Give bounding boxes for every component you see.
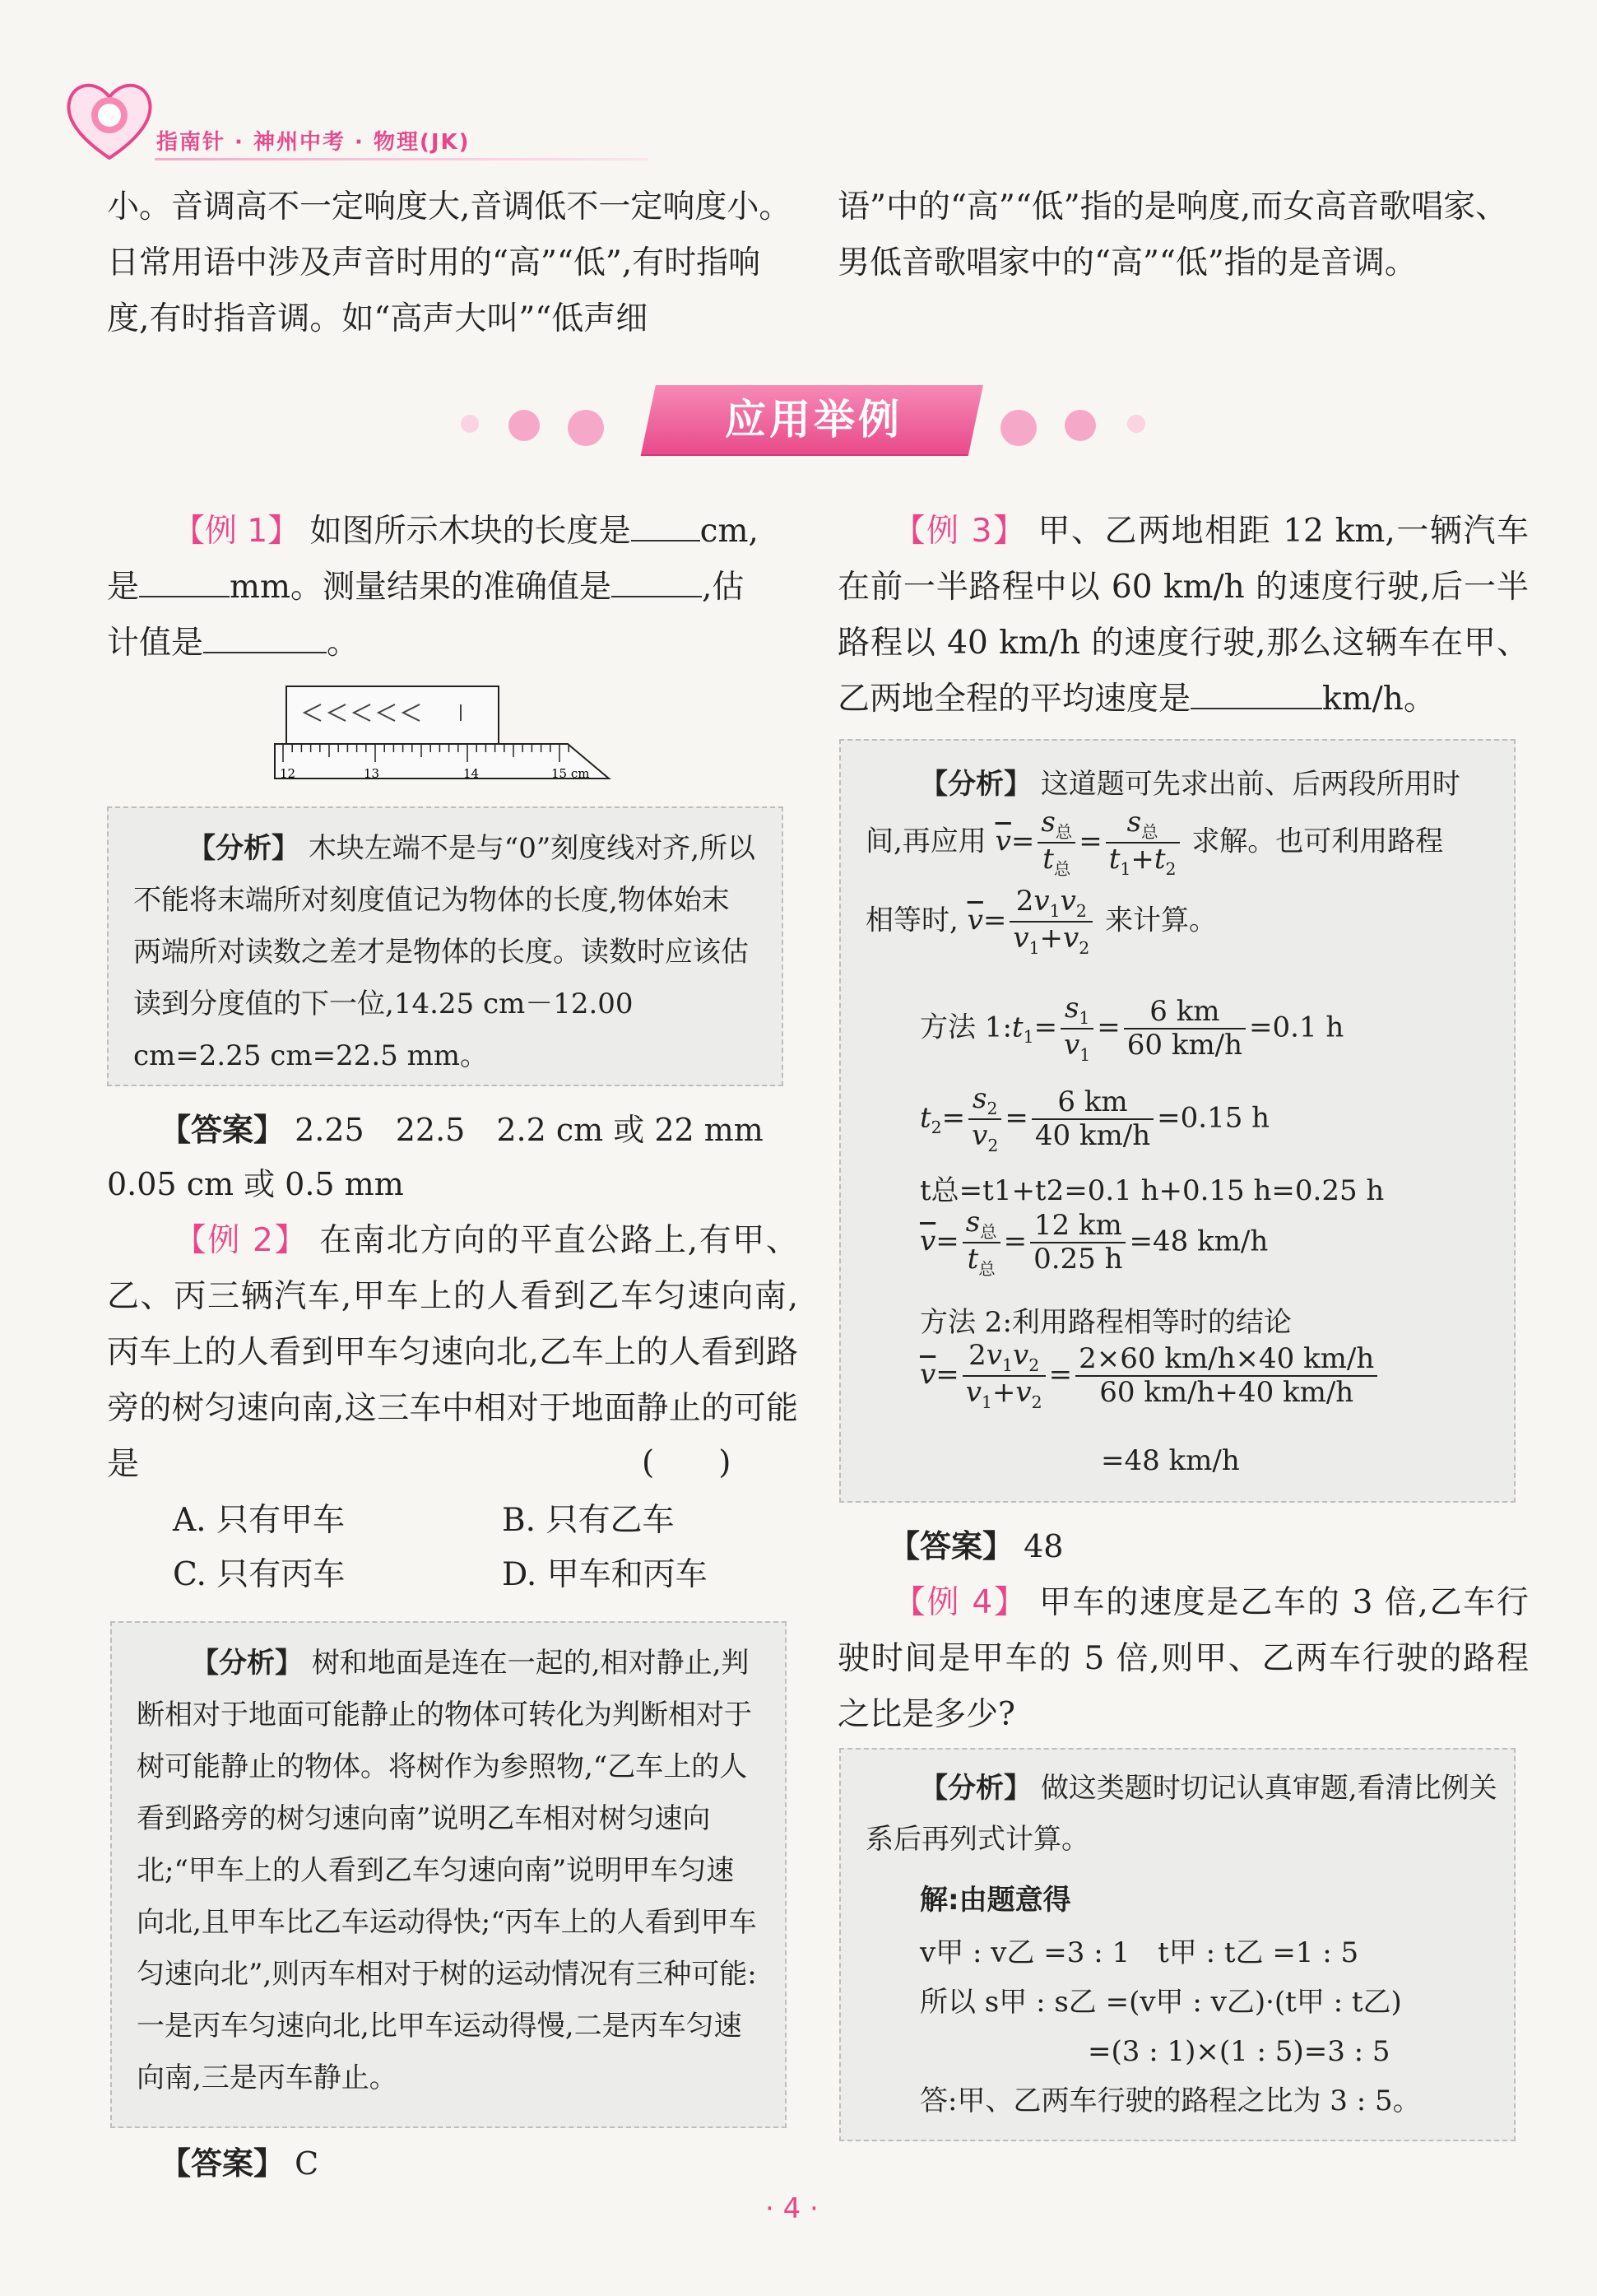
banner-dot-icon <box>508 410 540 441</box>
answer-label: 【答案】 <box>889 1528 1014 1564</box>
ex1-text: 计值是 <box>107 625 204 662</box>
fraction-denominator: 60 km/h+40 km/h <box>1099 1376 1354 1410</box>
intro-right-column <box>838 179 1529 291</box>
answer-blank[interactable] <box>611 563 702 597</box>
answer-blank[interactable] <box>139 563 230 597</box>
example-1-analysis-box <box>107 806 783 1086</box>
method-1-total-time: t总=t1+t2=0.1 h+0.15 h=0.25 h <box>920 1174 1385 1207</box>
fraction-numerator: 6 km <box>1124 996 1246 1029</box>
question-text: 甲车的速度是乙车的 3 倍,乙车行驶时间是甲车的 5 倍,则甲、乙两车行驶的路程之比是多少? <box>838 1584 1529 1733</box>
example-2-answer <box>107 2136 798 2191</box>
answer-label: 【答案】 <box>160 2145 286 2182</box>
solution-label: 解:由题意得 <box>920 1884 1071 1917</box>
page-number: · 4 · <box>765 2192 819 2225</box>
analysis-text: 间,再应用 <box>866 825 987 858</box>
example-3-label: 【例 3】 <box>892 513 1027 550</box>
logo-heart-icon <box>64 76 155 165</box>
question-text: 甲、乙两地相距 12 km,一辆汽车在前一半路程中以 60 km/h 的速度行驶,后一半路程以 40 km/h 的速度行驶,那么这辆车在甲、乙两地全程的平均速度是 <box>838 513 1529 718</box>
option-a[interactable]: A. 只有甲车 <box>173 1502 345 1539</box>
page-header <box>64 76 1562 174</box>
intro-left-column <box>107 179 798 347</box>
option-b[interactable]: B. 只有乙车 <box>502 1502 675 1539</box>
choice-bracket[interactable]: ( ) <box>642 1444 731 1481</box>
example-3-answer <box>889 1519 1514 1573</box>
header-title: 指南针 · 神州中考 · 物理(JK) <box>156 130 471 155</box>
example-4-analysis-box <box>839 1748 1516 2141</box>
banner-dot-icon <box>1000 410 1037 446</box>
example-4-label: 【例 4】 <box>892 1584 1028 1621</box>
result-text: =0.1 h <box>1249 1011 1344 1044</box>
ruler-tick-label: 12 <box>280 766 296 781</box>
example-1-label: 【例 1】 <box>173 513 300 550</box>
fraction-numerator: 2×60 km/h×40 km/h <box>1075 1343 1377 1377</box>
section-title: 应用举例 <box>725 396 903 444</box>
ex1-text: 如图所示木块的长度是 <box>309 513 631 550</box>
answer-blank[interactable] <box>203 619 327 653</box>
example-4-question <box>838 1575 1529 1743</box>
fraction-denominator: 0.25 h <box>1033 1243 1123 1276</box>
example-3-question <box>838 504 1529 727</box>
answer-label: 【答案】 <box>160 1112 286 1148</box>
answer-text: 2.25 22.5 2.2 cm 或 22 mm <box>295 1112 764 1148</box>
analysis-label: 【分析】 <box>188 832 299 865</box>
section-banner <box>0 379 1597 469</box>
analysis-label: 【分析】 <box>920 768 1032 801</box>
analysis-text: 来计算。 <box>1105 904 1218 937</box>
method-2-result: =48 km/h <box>1101 1444 1240 1477</box>
method-2-label: 方法 2:利用路程相等时的结论 <box>920 1306 1292 1339</box>
analysis-text: 相等时, <box>866 904 959 937</box>
solution-conclusion: 答:甲、乙两车行驶的路程之比为 3 : 5。 <box>920 2085 1421 2117</box>
answer-text: 0.05 cm 或 0.5 mm <box>107 1166 404 1202</box>
formula-equal-distance: 相等时, $\overline{v}=$ $\frac{2v_1v_2}{v_1+v_2}$ 来计算。 <box>866 885 1218 959</box>
solution-line: =(3 : 1)×(1 : 5)=3 : 5 <box>1088 2035 1390 2068</box>
method-1-average-speed: $\overline{v}=$ $\frac{s_总}{t_总}$ = $\frac{12 km}{0.25 h}$ =48 km/h <box>920 1206 1269 1280</box>
fraction-denominator: 40 km/h <box>1034 1119 1151 1153</box>
intro-left-text: 小。音调高不一定响度大,音调低不一定响度小。日常用语中涉及声音时用的“高”“低”,有时指响度,有时指音调。如“高声大叫”“低声细 <box>107 188 792 337</box>
analysis-text: 做这类题时切记认真审题,看清比例关系后再列式计算。 <box>866 1772 1497 1856</box>
answer-blank[interactable] <box>1191 675 1322 709</box>
example-2-label: 【例 2】 <box>173 1222 309 1259</box>
ex1-text: 是 <box>107 569 140 606</box>
analysis-text: 树和地面是连在一起的,相对静止,判断相对于地面可能静止的物体可转化为判断相对于树可能静止的物体。将树作为参照物,“乙车上的人看到路旁的树匀速向南”说明乙车相对树匀速向北;“甲车上的人看到乙车匀速向南”说明甲车匀速向北,且甲车比乙车运动得快;“丙车上的人看到甲车匀速向北”,则丙车相对于树的运动情况有三种可能:一是丙车匀速向北,比甲车运动得慢,二是丙车匀速向南,三是丙车静止。 <box>137 1647 757 2094</box>
solution-line: 所以 s甲 : s乙 =(v甲 : v乙)·(t甲 : t乙) <box>920 1986 1402 2019</box>
example-3-analysis-box <box>839 739 1516 1503</box>
method-1-t1: 方法 $1:t_1=$ $\frac{s_1}{v_1}$ = $\frac{6 km}{60 km/h}$ =0.1 h <box>920 992 1344 1066</box>
ex1-text: ,估 <box>701 569 745 606</box>
analysis-text: 木块左端不是与“0”刻度线对齐,所以不能将末端所对刻度值记为物体的长度,物体始末两端所对读数之差才是物体的长度。读数时应该估读到分度值的下一位,14.25 cm－12.00 cm=2.25 cm=22.5 mm。 <box>133 832 756 1072</box>
banner-dot-icon <box>1127 415 1145 433</box>
analysis-label: 【分析】 <box>920 1772 1032 1805</box>
answer-blank[interactable] <box>631 507 700 541</box>
banner-dot-icon <box>568 410 604 446</box>
option-c[interactable]: C. 只有丙车 <box>173 1556 346 1593</box>
fraction-numerator: 6 km <box>1032 1086 1154 1120</box>
method-2-formula: $\overline{v}=$ $\frac{2v_1v_2}{v_1+v_2}$ = $\frac{2\times 60 km/h\times 40 km/h}{60 km/h+40 km/h}$ <box>920 1340 1381 1413</box>
answer-text: 48 <box>1024 1528 1064 1564</box>
example-1-question <box>107 504 798 672</box>
method-label: 方法 1: <box>920 1011 1012 1044</box>
analysis-text: 这道题可先求出前、后两段所用时 <box>1040 768 1460 801</box>
ex1-text: 。 <box>327 625 360 662</box>
fraction-denominator: 60 km/h <box>1126 1029 1243 1062</box>
ex1-text: cm, <box>699 513 759 550</box>
option-d[interactable]: D. 甲车和丙车 <box>502 1556 708 1593</box>
ruler-tick-label: 13 <box>364 766 380 781</box>
banner-dot-icon <box>1065 410 1096 441</box>
method-1-t2: $t_2=$ $\frac{s_2}{v_2}$ = $\frac{6 km}{40 km/h}$ =0.15 h <box>920 1082 1270 1156</box>
analysis-text: 求解。也可利用路程 <box>1191 825 1444 858</box>
intro-right-text: 语”中的“高”“低”指的是响度,而女高音歌唱家、男低音歌唱家中的“高”“低”指的是音调。 <box>838 188 1508 281</box>
result-text: =48 km/h <box>1129 1225 1269 1258</box>
header-divider <box>155 158 648 160</box>
answer-text: C <box>295 2145 319 2182</box>
example-2-analysis-box <box>110 1621 787 2128</box>
formula-average-speed: 间,再应用 $\overline{v}=$ $\frac{s_总}{t_总}$ = $\frac{s_总}{t_1+t_2}$ 求解。也可利用路程 <box>866 806 1444 880</box>
ruler-figure <box>272 680 617 787</box>
fraction-numerator: 12 km <box>1030 1210 1126 1243</box>
analysis-label: 【分析】 <box>191 1647 303 1680</box>
solution-line: v甲 : v乙 =3 : 1 t甲 : t乙 =1 : 5 <box>920 1936 1359 1969</box>
ruler-tick-label: 14 <box>463 766 480 781</box>
question-text: km/h。 <box>1322 681 1436 718</box>
question-text: 在南北方向的平直公路上,有甲、乙、丙三辆汽车,甲车上的人看到乙车匀速向南,丙车上的人看到甲车匀速向北,乙车上的人看到路旁的树匀速向南,这三车中相对于地面静止的可能是 <box>107 1222 798 1483</box>
ruler-tick-label: 15 cm <box>551 766 590 781</box>
example-1-answer <box>107 1103 798 1211</box>
banner-dot-icon <box>461 415 479 433</box>
result-text: =0.15 h <box>1157 1101 1270 1135</box>
ex1-text: mm。测量结果的准确值是 <box>230 569 611 606</box>
